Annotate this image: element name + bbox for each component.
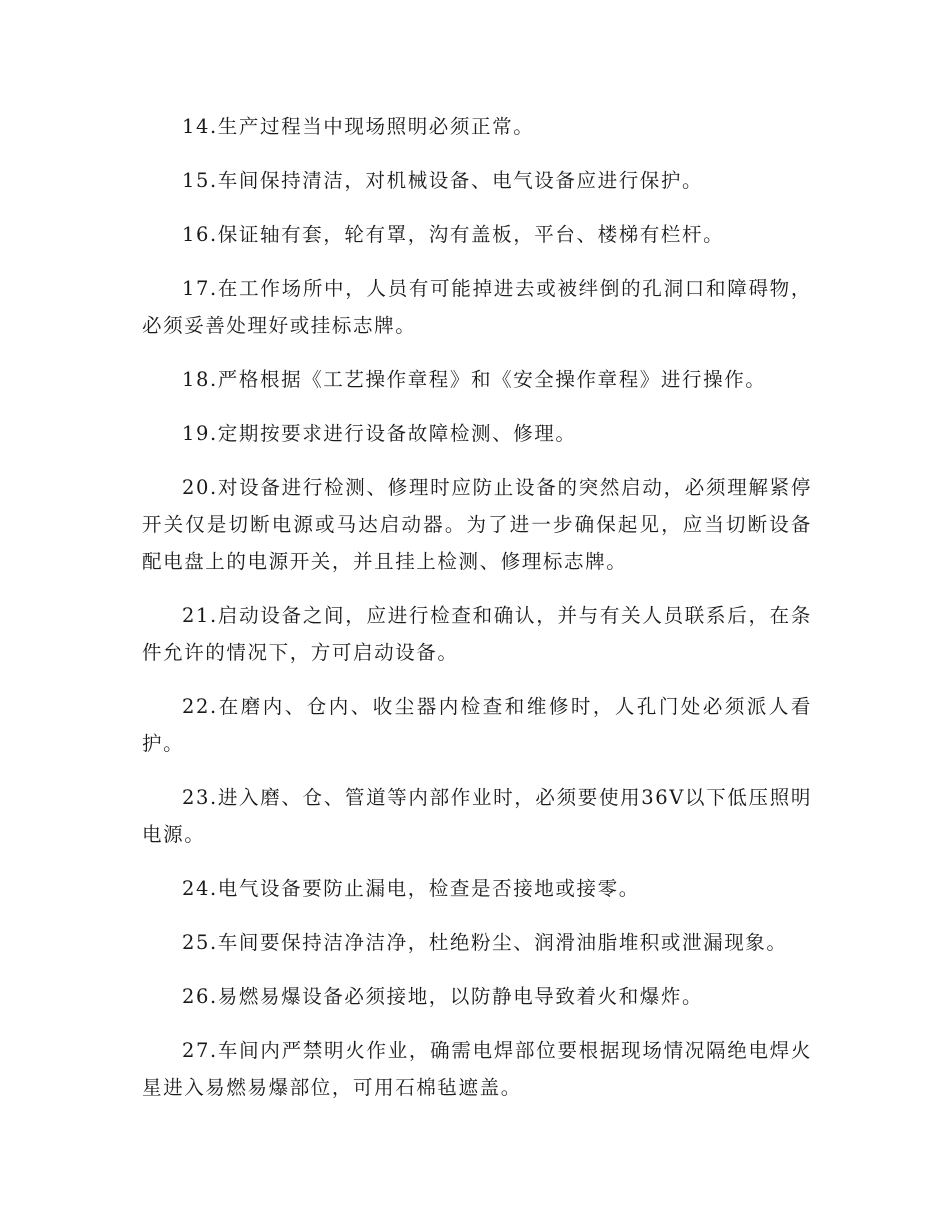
paragraph-24: 24.电气设备要防止漏电，检查是否接地或接零。 (182, 877, 640, 900)
paragraph-22: 22.在磨内、仓内、收尘器内检查和维修时，人孔门处必须派人看护。 (142, 695, 812, 755)
paragraph-19: 19.定期按要求进行设备故障检测、修理。 (182, 422, 577, 445)
paragraph-18: 18.严格根据《工艺操作章程》和《安全操作章程》进行操作。 (182, 368, 767, 391)
paragraph-20: 20.对设备进行检测、修理时应防止设备的突然启动，必须理解紧停开关仅是切断电源或马达启动器。为了进一步确保起见，应当切断设备配电盘上的电源开关，并且挂上检测、修理标志牌。 (142, 476, 812, 573)
paragraph-21: 21.启动设备之间，应进行检查和确认，并与有关人员联系后，在条件允许的情况下，方可启动设备。 (142, 604, 812, 664)
paragraph-23: 23.进入磨、仓、管道等内部作业时，必须要使用36V以下低压照明电源。 (142, 786, 812, 846)
paragraph-14: 14.生产过程当中现场照明必须正常。 (182, 115, 535, 138)
paragraph-17: 17.在工作场所中，人员有可能掉进去或被绊倒的孔洞口和障碍物，必须妥善处理好或挂标志牌。 (142, 277, 812, 337)
paragraph-25: 25.车间要保持洁净洁净，杜绝粉尘、润滑油脂堆积或泄漏现象。 (182, 931, 788, 954)
paragraph-26: 26.易燃易爆设备必须接地，以防静电导致着火和爆炸。 (182, 985, 704, 1008)
paragraph-15: 15.车间保持清洁，对机械设备、电气设备应进行保护。 (182, 169, 704, 192)
document-body (142, 108, 812, 1123)
paragraph-27: 27.车间内严禁明火作业，确需电焊部位要根据现场情况隔绝电焊火星进入易燃易爆部位，可用石棉毡遮盖。 (142, 1039, 812, 1099)
paragraph-16: 16.保证轴有套，轮有罩，沟有盖板，平台、楼梯有栏杆。 (182, 223, 725, 246)
